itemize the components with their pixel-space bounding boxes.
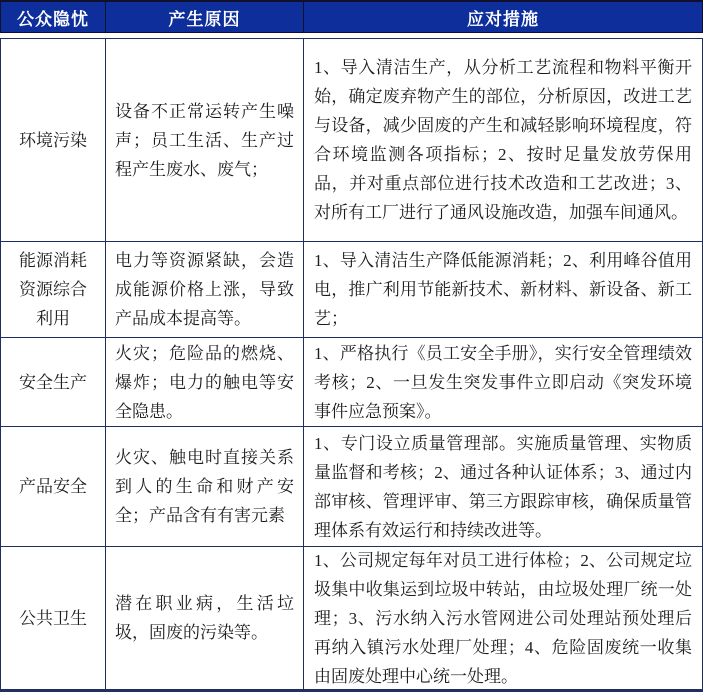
table-row-product-safety [1,426,702,546]
table-header-row [0,0,703,33]
header-public-concern: 公众隐忧 [17,9,89,29]
cell-concern: 环境污染 [19,130,87,150]
cell-measures: 1、导入清洁生产，从分析工艺流程和物料平衡开始，确定废弃物产生的部位，分析原因，改进工艺与设备，减少固废的产生和减轻影响环境程度，符合环境监测各项指标；2、按时足量发放劳保用品，并对重点部位进行技术改造和工艺改进；3、对所有工厂进行了通风设施改造，加强车间通风。 [303,39,702,241]
cell-cause: 火灾、触电时直接关系到人的生命和财产安全；产品含有有害元素 [105,427,303,546]
cell-measures: 1、严格执行《员工安全手册》，实行安全管理绩效考核；2、一旦发生突发事件立即启动《突发环境事件应急预案》。 [303,338,702,426]
table-row-safety [1,337,702,426]
table-row-environment [1,39,702,241]
cell-cause: 电力等资源紧缺，会造成能源价格上涨，导致产品成本提高等。 [105,242,303,337]
header-cause: 产生原因 [105,2,303,32]
cell-concern: 安全生产 [19,372,87,392]
table-row-energy [1,241,702,337]
cell-concern: 公共卫生 [19,608,87,628]
header-measures: 应对措施 [303,2,702,32]
cell-measures: 1、导入清洁生产降低能源消耗；2、利用峰谷值用电，推广利用节能新技术、新材料、新设备、新工艺； [303,242,702,337]
cell-cause: 潜在职业病，生活垃圾，固废的污染等。 [105,547,303,689]
cell-cause: 火灾；危险品的燃烧、爆炸；电力的触电等安全隐患。 [105,338,303,426]
cell-measures: 1、公司规定每年对员工进行体检；2、公司规定垃圾集中收集运到垃圾中转站，由垃圾处理厂统一处理；3、污水纳入污水管网进公司处理站预处理后再纳入镇污水处理厂处理；4、危险固废统一收集由固废处理中心统一处理。 [303,547,702,689]
cell-measures: 1、专门设立质量管理部。实施质量管理、实物质量监督和考核；2、通过各种认证体系；3、通过内部审核、管理评审、第三方跟踪审核，确保质量管理体系有效运行和持续改进等。 [303,427,702,546]
table-body [0,38,703,692]
cell-cause: 设备不正常运转产生噪声；员工生活、生产过程产生废水、废气； [105,39,303,241]
table-row-public-health [1,546,702,689]
cell-concern: 产品安全 [19,477,87,496]
cell-concern: 能源消耗资源综合利用 [19,251,87,328]
